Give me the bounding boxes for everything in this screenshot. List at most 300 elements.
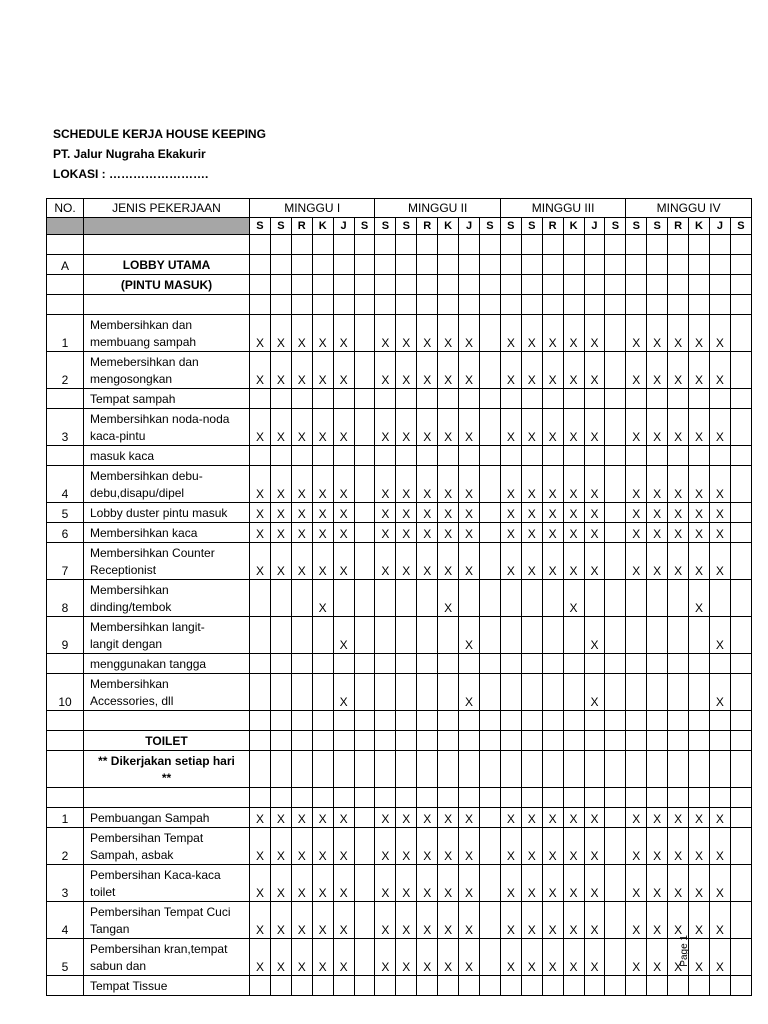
schedule-cell: X <box>626 315 647 352</box>
schedule-cell <box>354 446 375 466</box>
schedule-cell: X <box>668 808 689 828</box>
schedule-cell: X <box>375 865 396 902</box>
table-row <box>47 543 752 580</box>
no-cell-grey <box>47 218 84 235</box>
task-line: Membersihkan kaca <box>90 526 198 540</box>
schedule-cell: X <box>500 939 521 976</box>
schedule-cell <box>396 788 417 808</box>
schedule-cell <box>354 235 375 255</box>
schedule-cell <box>709 711 730 731</box>
schedule-cell <box>647 235 668 255</box>
schedule-cell: X <box>647 352 668 389</box>
task-description <box>84 788 250 808</box>
schedule-cell <box>647 731 668 751</box>
schedule-cell: X <box>689 865 710 902</box>
schedule-cell <box>647 617 668 654</box>
schedule-cell <box>730 315 751 352</box>
schedule-cell <box>312 731 333 751</box>
schedule-cell <box>354 315 375 352</box>
schedule-cell: X <box>542 939 563 976</box>
day-header: K <box>689 218 710 235</box>
schedule-cell <box>312 275 333 295</box>
schedule-cell: X <box>459 939 480 976</box>
schedule-cell <box>668 275 689 295</box>
task-line: Accessories, dll <box>90 694 174 708</box>
schedule-cell <box>647 446 668 466</box>
schedule-cell: X <box>709 409 730 446</box>
schedule-cell <box>521 711 542 731</box>
schedule-cell: X <box>626 808 647 828</box>
schedule-cell <box>270 275 291 295</box>
schedule-cell: X <box>417 543 438 580</box>
schedule-cell <box>626 275 647 295</box>
schedule-cell: X <box>333 315 354 352</box>
schedule-cell: X <box>709 523 730 543</box>
schedule-cell: X <box>417 939 438 976</box>
schedule-cell: X <box>584 352 605 389</box>
schedule-cell <box>521 976 542 996</box>
table-row <box>47 580 752 617</box>
schedule-cell <box>417 788 438 808</box>
schedule-cell: X <box>250 466 271 503</box>
schedule-cell <box>479 751 500 788</box>
schedule-cell <box>709 751 730 788</box>
schedule-cell <box>626 731 647 751</box>
schedule-cell: X <box>396 315 417 352</box>
schedule-cell: X <box>438 580 459 617</box>
schedule-cell: X <box>668 352 689 389</box>
row-number <box>47 275 84 295</box>
table-row <box>47 902 752 939</box>
schedule-cell <box>709 580 730 617</box>
schedule-cell <box>689 654 710 674</box>
schedule-cell <box>500 446 521 466</box>
schedule-cell <box>626 788 647 808</box>
schedule-cell: X <box>375 828 396 865</box>
schedule-cell <box>689 235 710 255</box>
schedule-cell: X <box>270 902 291 939</box>
schedule-cell: X <box>626 466 647 503</box>
day-header: S <box>479 218 500 235</box>
schedule-cell: X <box>270 315 291 352</box>
schedule-cell: X <box>375 503 396 523</box>
schedule-cell: X <box>521 808 542 828</box>
schedule-cell <box>689 389 710 409</box>
task-line: Receptionist <box>90 563 157 577</box>
schedule-cell <box>605 543 626 580</box>
schedule-cell <box>312 751 333 788</box>
schedule-cell: X <box>291 808 312 828</box>
schedule-cell <box>563 731 584 751</box>
schedule-cell <box>626 580 647 617</box>
schedule-cell <box>605 865 626 902</box>
schedule-cell <box>291 711 312 731</box>
task-line: (PINTU MASUK) <box>120 278 213 292</box>
schedule-cell <box>730 939 751 976</box>
schedule-cell: X <box>250 409 271 446</box>
schedule-cell <box>333 731 354 751</box>
schedule-cell <box>250 255 271 275</box>
schedule-cell: X <box>270 503 291 523</box>
schedule-cell <box>563 711 584 731</box>
schedule-cell <box>396 389 417 409</box>
schedule-cell <box>605 503 626 523</box>
document-title: SCHEDULE KERJA HOUSE KEEPING <box>53 127 266 141</box>
schedule-cell <box>291 389 312 409</box>
schedule-cell <box>626 255 647 275</box>
schedule-cell <box>605 446 626 466</box>
row-number: 7 <box>47 543 84 580</box>
schedule-cell: X <box>333 808 354 828</box>
schedule-cell: X <box>542 315 563 352</box>
row-number <box>47 711 84 731</box>
schedule-cell: X <box>563 523 584 543</box>
schedule-cell: X <box>626 902 647 939</box>
schedule-cell <box>291 788 312 808</box>
schedule-cell: X <box>709 352 730 389</box>
schedule-cell <box>647 255 668 275</box>
task-line: membuang sampah <box>90 335 197 349</box>
schedule-cell <box>312 235 333 255</box>
schedule-cell: X <box>584 939 605 976</box>
schedule-cell <box>375 654 396 674</box>
schedule-cell <box>730 902 751 939</box>
schedule-cell <box>354 731 375 751</box>
schedule-cell <box>333 446 354 466</box>
day-header: J <box>709 218 730 235</box>
table-row <box>47 808 752 828</box>
task-line: toilet <box>90 885 116 899</box>
schedule-cell: X <box>668 865 689 902</box>
schedule-cell <box>479 674 500 711</box>
schedule-cell <box>542 674 563 711</box>
schedule-cell: X <box>333 409 354 446</box>
schedule-cell <box>730 711 751 731</box>
schedule-cell: X <box>396 543 417 580</box>
schedule-cell: X <box>459 828 480 865</box>
row-number <box>47 235 84 255</box>
no-column-header: NO. <box>47 199 84 218</box>
schedule-cell <box>730 731 751 751</box>
schedule-cell <box>521 751 542 788</box>
schedule-cell <box>730 674 751 711</box>
task-line: Tangan <box>90 922 130 936</box>
schedule-cell: X <box>312 580 333 617</box>
schedule-cell: X <box>417 808 438 828</box>
schedule-cell: X <box>333 352 354 389</box>
schedule-cell <box>689 976 710 996</box>
schedule-cell <box>333 976 354 996</box>
schedule-cell: X <box>689 828 710 865</box>
schedule-cell: X <box>542 523 563 543</box>
schedule-cell <box>584 788 605 808</box>
row-number: 5 <box>47 503 84 523</box>
schedule-cell: X <box>459 617 480 654</box>
schedule-cell: X <box>333 503 354 523</box>
row-number: 4 <box>47 902 84 939</box>
task-description <box>84 617 250 654</box>
day-header: J <box>459 218 480 235</box>
schedule-cell <box>668 711 689 731</box>
schedule-cell <box>250 580 271 617</box>
schedule-cell: X <box>417 828 438 865</box>
schedule-cell: X <box>333 865 354 902</box>
schedule-cell <box>250 275 271 295</box>
row-number: 4 <box>47 466 84 503</box>
schedule-cell <box>500 275 521 295</box>
schedule-cell: X <box>563 352 584 389</box>
schedule-cell <box>584 751 605 788</box>
table-row <box>47 446 752 466</box>
schedule-cell: X <box>521 503 542 523</box>
table-row <box>47 466 752 503</box>
task-column-header: JENIS PEKERJAAN <box>84 199 250 218</box>
schedule-cell <box>270 788 291 808</box>
schedule-cell <box>270 674 291 711</box>
schedule-cell <box>500 255 521 275</box>
schedule-cell <box>375 976 396 996</box>
schedule-cell: X <box>626 828 647 865</box>
schedule-cell: X <box>250 865 271 902</box>
task-line: debu,disapu/dipel <box>90 486 185 500</box>
day-header: K <box>563 218 584 235</box>
schedule-cell <box>312 674 333 711</box>
schedule-cell <box>291 295 312 315</box>
schedule-cell <box>500 654 521 674</box>
task-description <box>84 976 250 996</box>
schedule-table <box>46 198 752 996</box>
schedule-cell <box>605 654 626 674</box>
week-header-row <box>47 199 752 218</box>
schedule-cell <box>270 255 291 275</box>
schedule-cell: X <box>542 503 563 523</box>
schedule-cell <box>417 295 438 315</box>
day-header: S <box>500 218 521 235</box>
schedule-cell <box>417 617 438 654</box>
schedule-cell <box>354 523 375 543</box>
schedule-cell <box>605 409 626 446</box>
schedule-cell <box>689 674 710 711</box>
table-row <box>47 828 752 865</box>
schedule-cell: X <box>689 543 710 580</box>
schedule-cell: X <box>417 409 438 446</box>
task-description <box>84 295 250 315</box>
schedule-cell: X <box>438 828 459 865</box>
task-line: Membersihkan <box>90 583 169 597</box>
day-header: K <box>312 218 333 235</box>
schedule-cell: X <box>563 902 584 939</box>
week-header: MINGGU II <box>375 199 500 218</box>
schedule-cell <box>563 751 584 788</box>
schedule-cell <box>709 446 730 466</box>
schedule-cell <box>647 654 668 674</box>
schedule-cell <box>417 446 438 466</box>
schedule-cell <box>647 295 668 315</box>
schedule-cell: X <box>459 543 480 580</box>
schedule-cell <box>668 580 689 617</box>
day-header: S <box>270 218 291 235</box>
schedule-cell: X <box>375 466 396 503</box>
schedule-cell <box>542 235 563 255</box>
day-header: S <box>647 218 668 235</box>
schedule-cell: X <box>542 902 563 939</box>
schedule-cell <box>479 409 500 446</box>
day-header-row <box>47 218 752 235</box>
schedule-cell <box>333 389 354 409</box>
page-label: Page 1 <box>679 935 690 967</box>
schedule-cell <box>396 976 417 996</box>
schedule-cell <box>730 255 751 275</box>
task-description <box>84 674 250 711</box>
schedule-cell: X <box>668 503 689 523</box>
schedule-cell <box>584 580 605 617</box>
schedule-cell: X <box>250 939 271 976</box>
schedule-cell <box>605 389 626 409</box>
schedule-cell: X <box>333 466 354 503</box>
schedule-cell: X <box>291 503 312 523</box>
schedule-cell <box>542 389 563 409</box>
table-row <box>47 711 752 731</box>
schedule-cell: X <box>647 409 668 446</box>
schedule-cell <box>500 751 521 788</box>
schedule-cell <box>500 617 521 654</box>
location-line: LOKASI : ……………………. <box>53 167 209 181</box>
task-description <box>84 731 250 751</box>
schedule-cell: X <box>333 939 354 976</box>
schedule-cell <box>605 315 626 352</box>
schedule-cell <box>438 711 459 731</box>
schedule-cell <box>542 446 563 466</box>
schedule-cell <box>459 654 480 674</box>
schedule-cell <box>375 255 396 275</box>
schedule-cell <box>730 523 751 543</box>
schedule-cell <box>375 788 396 808</box>
day-header: S <box>375 218 396 235</box>
schedule-cell: X <box>668 523 689 543</box>
schedule-cell: X <box>250 315 271 352</box>
schedule-cell <box>270 654 291 674</box>
schedule-cell: X <box>584 315 605 352</box>
schedule-cell: X <box>542 466 563 503</box>
schedule-cell: X <box>250 503 271 523</box>
schedule-cell <box>521 580 542 617</box>
schedule-cell <box>563 389 584 409</box>
schedule-cell <box>354 352 375 389</box>
schedule-cell: X <box>563 939 584 976</box>
schedule-cell: X <box>438 543 459 580</box>
schedule-cell <box>730 295 751 315</box>
schedule-cell <box>668 235 689 255</box>
schedule-cell: X <box>438 939 459 976</box>
task-description <box>84 808 250 828</box>
schedule-cell <box>333 711 354 731</box>
schedule-cell <box>354 976 375 996</box>
row-number: A <box>47 255 84 275</box>
schedule-cell: X <box>689 523 710 543</box>
task-line: Membersihkan langit- <box>90 620 205 634</box>
schedule-cell: X <box>689 466 710 503</box>
schedule-cell: X <box>333 828 354 865</box>
schedule-cell <box>500 580 521 617</box>
schedule-cell <box>438 255 459 275</box>
schedule-cell <box>459 275 480 295</box>
schedule-cell <box>626 976 647 996</box>
schedule-cell <box>668 389 689 409</box>
schedule-cell <box>563 654 584 674</box>
schedule-cell: X <box>689 352 710 389</box>
schedule-cell: X <box>647 865 668 902</box>
schedule-cell <box>375 711 396 731</box>
schedule-cell <box>479 617 500 654</box>
schedule-cell <box>250 389 271 409</box>
schedule-cell: X <box>500 352 521 389</box>
schedule-cell: X <box>459 674 480 711</box>
schedule-cell: X <box>375 902 396 939</box>
schedule-cell <box>730 409 751 446</box>
table-row <box>47 751 752 788</box>
schedule-cell <box>354 275 375 295</box>
schedule-cell <box>438 617 459 654</box>
schedule-cell: X <box>500 865 521 902</box>
schedule-cell <box>459 788 480 808</box>
schedule-cell <box>459 255 480 275</box>
schedule-cell <box>459 389 480 409</box>
schedule-cell <box>563 275 584 295</box>
schedule-cell <box>647 580 668 617</box>
schedule-cell: X <box>459 865 480 902</box>
task-line: Membersihkan dan <box>90 318 193 332</box>
schedule-cell: X <box>542 409 563 446</box>
schedule-cell: X <box>563 466 584 503</box>
task-line: Lobby duster pintu masuk <box>90 506 228 520</box>
schedule-cell <box>250 674 271 711</box>
schedule-cell <box>479 580 500 617</box>
schedule-cell <box>584 295 605 315</box>
schedule-cell: X <box>542 352 563 389</box>
schedule-cell <box>647 674 668 711</box>
schedule-cell: X <box>291 352 312 389</box>
task-description <box>84 711 250 731</box>
schedule-cell: X <box>438 315 459 352</box>
schedule-cell <box>417 711 438 731</box>
table-row <box>47 352 752 389</box>
schedule-cell <box>438 976 459 996</box>
schedule-cell <box>312 976 333 996</box>
row-number <box>47 389 84 409</box>
schedule-cell <box>479 523 500 543</box>
task-cell-grey <box>84 218 250 235</box>
schedule-cell: X <box>647 902 668 939</box>
schedule-cell: X <box>250 902 271 939</box>
schedule-cell <box>375 446 396 466</box>
schedule-cell: X <box>521 315 542 352</box>
schedule-cell <box>584 731 605 751</box>
table-row <box>47 674 752 711</box>
table-row <box>47 939 752 976</box>
schedule-cell <box>689 751 710 788</box>
schedule-cell <box>312 711 333 731</box>
schedule-cell <box>668 255 689 275</box>
schedule-cell: X <box>626 352 647 389</box>
schedule-cell: X <box>291 902 312 939</box>
schedule-cell: X <box>396 466 417 503</box>
schedule-cell: X <box>396 523 417 543</box>
schedule-cell: X <box>689 808 710 828</box>
schedule-cell: X <box>438 902 459 939</box>
schedule-cell <box>354 409 375 446</box>
schedule-cell <box>730 446 751 466</box>
schedule-cell <box>291 751 312 788</box>
